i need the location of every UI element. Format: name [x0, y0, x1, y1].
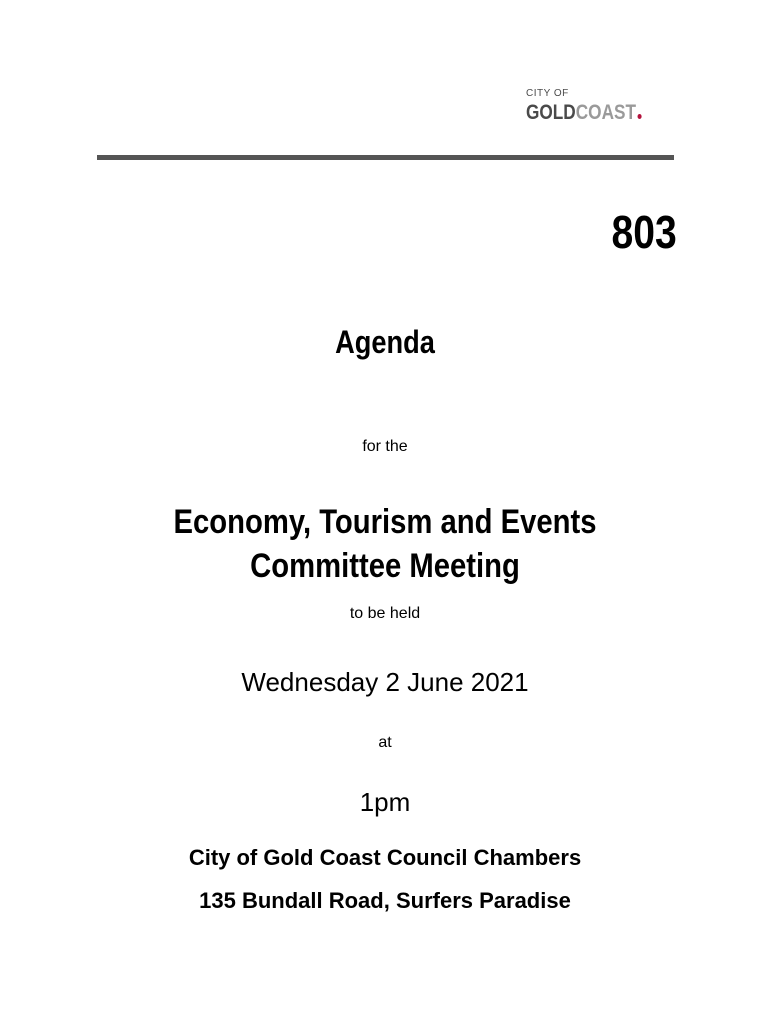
for-the-text: for the: [362, 438, 408, 455]
logo-coast-text: COAST: [575, 101, 637, 124]
meeting-venue: City of Gold Coast Council Chambers: [188, 845, 582, 870]
logo-wordmark: [526, 102, 657, 124]
meeting-address: 135 Bundall Road, Surfers Paradise: [199, 888, 571, 913]
logo-gold-text: GOLD: [526, 101, 576, 124]
meeting-time: 1pm: [359, 787, 411, 817]
logo-dot-icon: [638, 114, 642, 119]
to-be-held-text: to be held: [349, 605, 421, 622]
document-number: 803: [611, 206, 677, 258]
page-title: Agenda: [335, 324, 435, 360]
logo-city-of-text: CITY OF: [526, 88, 569, 99]
meeting-title-line-1: Economy, Tourism and Events: [173, 503, 597, 541]
at-text: at: [378, 734, 392, 751]
meeting-title: [54, 500, 716, 588]
meeting-title-line-2: Committee Meeting: [250, 547, 520, 585]
city-of-gold-coast-logo: [526, 89, 686, 129]
header-divider: [97, 155, 674, 160]
meeting-date: Wednesday 2 June 2021: [241, 667, 529, 697]
